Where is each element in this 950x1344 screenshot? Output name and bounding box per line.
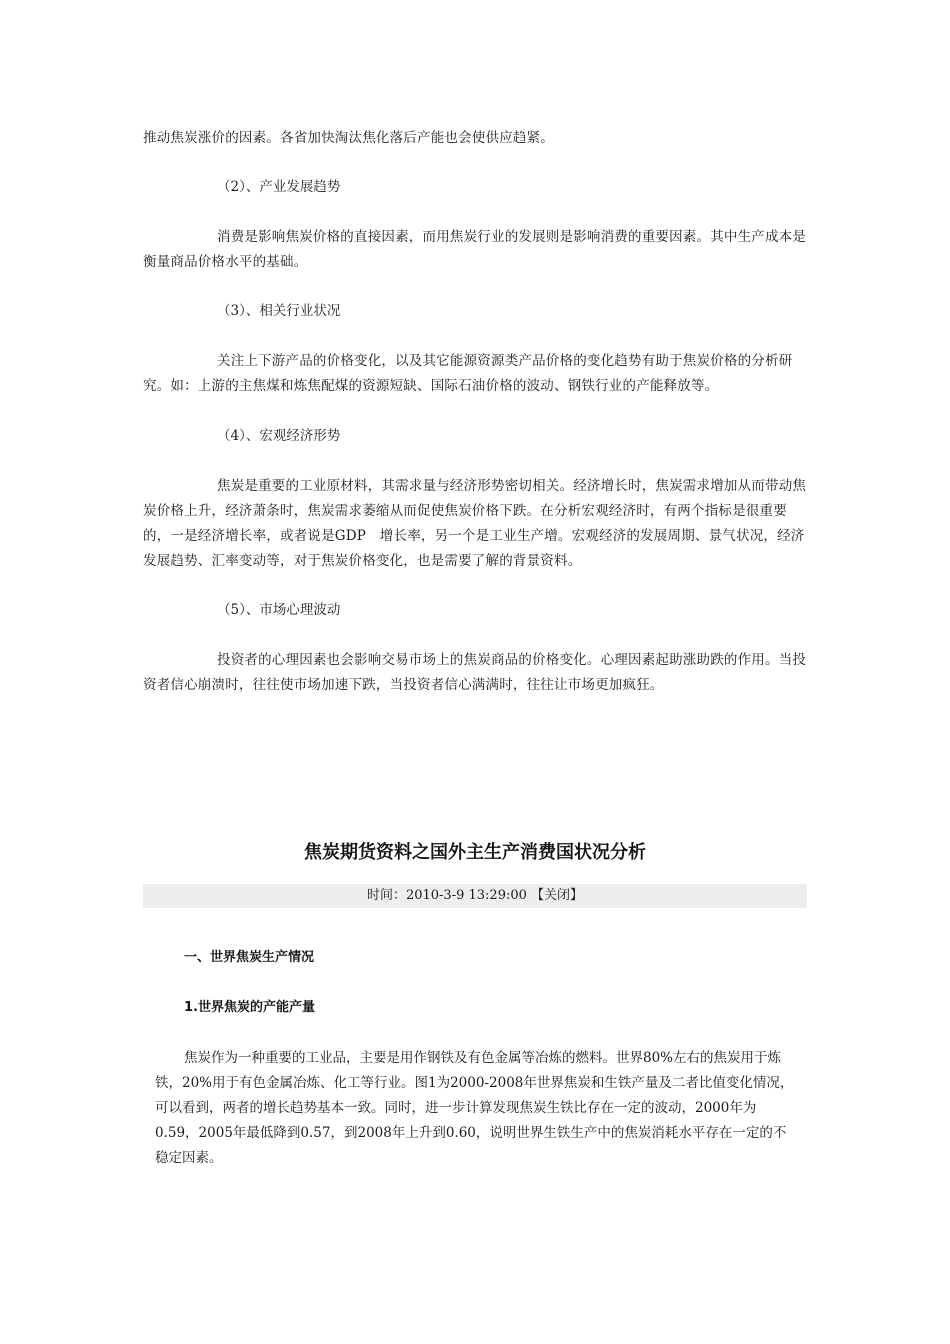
article-title: 焦炭期货资料之国外主生产消费国状况分析 [304,842,646,863]
paragraph-macro-economy: 焦炭是重要的工业原材料，其需求量与经济形势密切相关。经济增长时，焦炭需求增加从而带动焦炭价格上升，经济萧条时，焦炭需求萎缩从而促使焦炭价格下跌。在分析宏观经济时，有两个指标是很重要的，一是经济增长率，或者说是GDP 增长率，另一个是工业生产增。宏观经济的发展周期、景气状况，经济发展趋势、汇率变动等，对于焦炭价格变化，也是需要了解的背景资料。 [143,478,807,569]
article-meta-bar [143,884,807,908]
section-heading-capacity-output: 1.世界焦炭的产能产量 [184,1000,315,1015]
close-link[interactable]: 【关闭】 [531,888,584,903]
paragraph-world-coke: 焦炭作为一种重要的工业品，主要是用作钢铁及有色金属等冶炼的燃料。世界80%左右的焦炭用于炼铁，20%用于有色金属冶炼、化工等行业。图1为2000-2008年世界焦炭和生铁产量及二者比值变化情况，可以看到，两者的增长趋势基本一致。同时，进一步计算发现焦炭生铁比存在一定的波动，2000年为0.59，2005年最低降到0.57，到2008年上升到0.60，说明世界生铁生产中的焦炭消耗水平存在一定的不稳定因素。 [155,1050,794,1166]
subheading-related-industry: （3）、相关行业状况 [217,303,341,319]
section-heading-world-production: 一、世界焦炭生产情况 [184,950,315,965]
subheading-industry-trend: （2）、产业发展趋势 [217,179,341,195]
paragraph-continued: 推动焦炭涨价的因素。各省加快淘汰焦化落后产能也会使供应趋紧。 [143,130,554,146]
paragraph-related-industry: 关注上下游产品的价格变化，以及其它能源资源类产品价格的变化趋势有助于焦炭价格的分析研究。如：上游的主焦煤和炼焦配煤的资源短缺、国际石油价格的波动、钢铁行业的产能释放等。 [143,353,793,394]
subheading-market-psychology: （5）、市场心理波动 [217,602,341,618]
paragraph-industry-trend: 消费是影响焦炭价格的直接因素，而用焦炭行业的发展则是影响消费的重要因素。其中生产成本是衡量商品价格水平的基础。 [143,229,807,270]
paragraph-market-psychology: 投资者的心理因素也会影响交易市场上的焦炭商品的价格变化。心理因素起助涨助跌的作用。当投资者信心崩溃时，往往使市场加速下跌，当投资者信心满满时，往往让市场更加疯狂。 [143,652,807,693]
article-time: 时间：2010-3-9 13:29:00 [366,888,527,903]
subheading-macro-economy: （4）、宏观经济形势 [217,428,341,444]
